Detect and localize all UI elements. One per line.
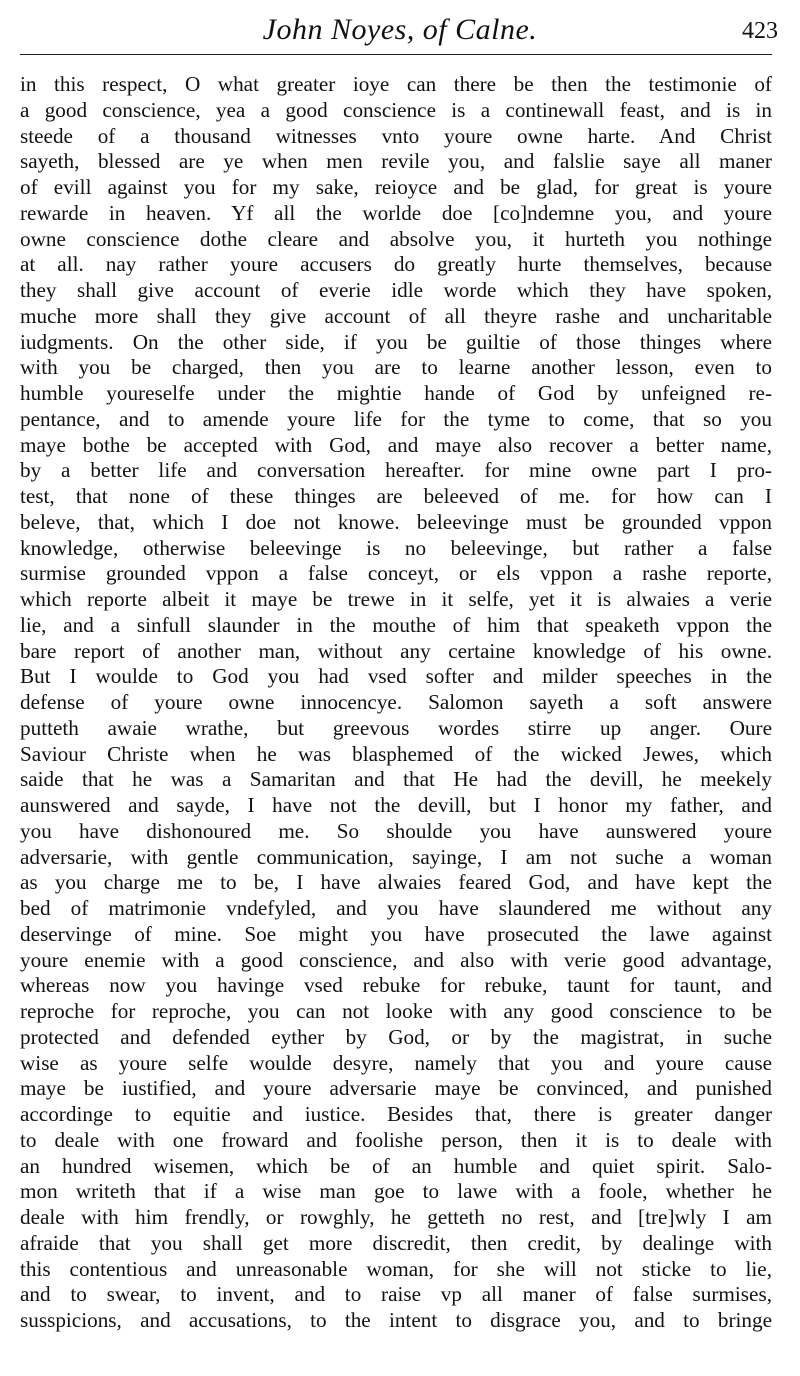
text-line: bare report of another man, without any certaine knowledge of his owne. <box>20 638 772 663</box>
running-title: John Noyes, of Calne. <box>262 13 538 46</box>
text-line: steede of a thousand witnesses vnto youre owne harte. And Christ <box>20 123 772 148</box>
text-line: wise as youre selfe woulde desyre, namely that you and youre cause <box>20 1050 772 1075</box>
text-line: you have dishonoured me. So shoulde you have aunswered youre <box>20 818 772 843</box>
running-head <box>0 6 800 50</box>
text-line: mon writeth that if a wise man goe to lawe with a foole, whether he <box>20 1179 772 1204</box>
page-number: 423 <box>742 18 778 44</box>
text-line: to deale with one froward and foolishe person, then it is to deale with <box>20 1127 772 1152</box>
text-line: Saviour Christe when he was blasphemed of the wicked Jewes, which <box>20 741 772 766</box>
text-line: this contentious and unreasonable woman, for she will not sticke to lie, <box>20 1256 772 1281</box>
text-line: at all. nay rather youre accusers do greatly hurte themselves, because <box>20 252 772 277</box>
text-line: beleve, that, which I doe not knowe. beleevinge must be grounded vppon <box>20 509 772 534</box>
text-line: saide that he was a Samaritan and that He had the devill, he meekely <box>20 767 772 792</box>
header-rule <box>20 54 772 55</box>
text-line: an hundred wisemen, which be of an humble and quiet spirit. Salo- <box>20 1153 772 1178</box>
text-line: youre enemie with a good conscience, and also with verie good advantage, <box>20 947 772 972</box>
text-line: defense of youre owne innocencye. Salomon sayeth a soft answere <box>20 690 772 714</box>
text-line: maye bothe be accepted with God, and maye also recover a better name, <box>20 432 772 457</box>
text-line: susspicions, and accusations, to the intent to disgrace you, and to bringe <box>20 1308 772 1332</box>
text-line: knowledge, otherwise beleevinge is no beleevinge, but rather a false <box>20 535 772 560</box>
text-line: aunswered and sayde, I have not the devill, but I honor my father, and <box>20 793 772 817</box>
text-line: iudgments. On the other side, if you be guiltie of those thinges where <box>20 329 772 354</box>
text-line: and to swear, to invent, and to raise vp all maner of false surmises, <box>20 1282 772 1307</box>
text-line: they shall give account of everie idle worde which they have spoken, <box>20 278 772 302</box>
text-line: maye be iustified, and youre adversarie maye be convinced, and punished <box>20 1076 772 1101</box>
text-line: deservinge of mine. Soe might you have prosecuted the lawe against <box>20 921 772 946</box>
text-line: putteth awaie wrathe, but greevous wordes stirre up anger. Oure <box>20 715 772 740</box>
text-line: muche more shall they give account of all theyre rashe and uncharitable <box>20 303 772 328</box>
text-line: deale with him frendly, or rowghly, he getteth no rest, and [tre]wly I am <box>20 1205 772 1229</box>
text-line: pentance, and to amende youre life for the tyme to come, that so you <box>20 406 772 431</box>
text-line: But I woulde to God you had vsed softer and milder speeches in the <box>20 664 772 689</box>
text-line: bed of matrimonie vndefyled, and you have slaundered me without any <box>20 896 772 920</box>
text-line: a good conscience, yea a good conscience is a continewall feast, and is in <box>20 97 772 122</box>
text-line: test, that none of these thinges are beleeved of me. for how can I <box>20 484 772 508</box>
text-line: afraide that you shall get more discredit, then credit, by dealinge with <box>20 1230 772 1255</box>
text-line: which reporte albeit it maye be trewe in it selfe, yet it is alwaies a verie <box>20 587 772 611</box>
text-line: surmise grounded vppon a false conceyt, or els vppon a rashe reporte, <box>20 561 772 586</box>
text-line: whereas now you havinge vsed rebuke for rebuke, taunt for taunt, and <box>20 973 772 998</box>
text-line: in this respect, O what greater ioye can there be then the testimonie of <box>20 72 772 96</box>
text-line: reproche for reproche, you can not looke with any good conscience to be <box>20 999 772 1023</box>
text-line: with you be charged, then you are to learne another lesson, even to <box>20 355 772 380</box>
text-line: sayeth, blessed are ye when men revile you, and falslie saye all maner <box>20 149 772 174</box>
text-line: owne conscience dothe cleare and absolve you, it hurteth you nothinge <box>20 226 772 251</box>
text-line: accordinge to equitie and iustice. Besides that, there is greater danger <box>20 1102 772 1126</box>
text-line: lie, and a sinfull slaunder in the mouthe of him that speaketh vppon the <box>20 612 772 637</box>
text-line: by a better life and conversation hereafter. for mine owne part I pro- <box>20 458 772 483</box>
text-line: adversarie, with gentle communication, sayinge, I am not suche a woman <box>20 844 772 869</box>
body-text <box>20 72 772 1334</box>
text-line: as you charge me to be, I have alwaies feared God, and have kept the <box>20 870 772 895</box>
text-line: rewarde in heaven. Yf all the worlde doe [co]ndemne you, and youre <box>20 200 772 225</box>
text-line: protected and defended eyther by God, or by the magistrat, in suche <box>20 1024 772 1049</box>
text-line: of evill against you for my sake, reioyce and be glad, for great is youre <box>20 175 772 199</box>
text-line: humble youreselfe under the mightie hande of God by unfeigned re- <box>20 381 772 405</box>
